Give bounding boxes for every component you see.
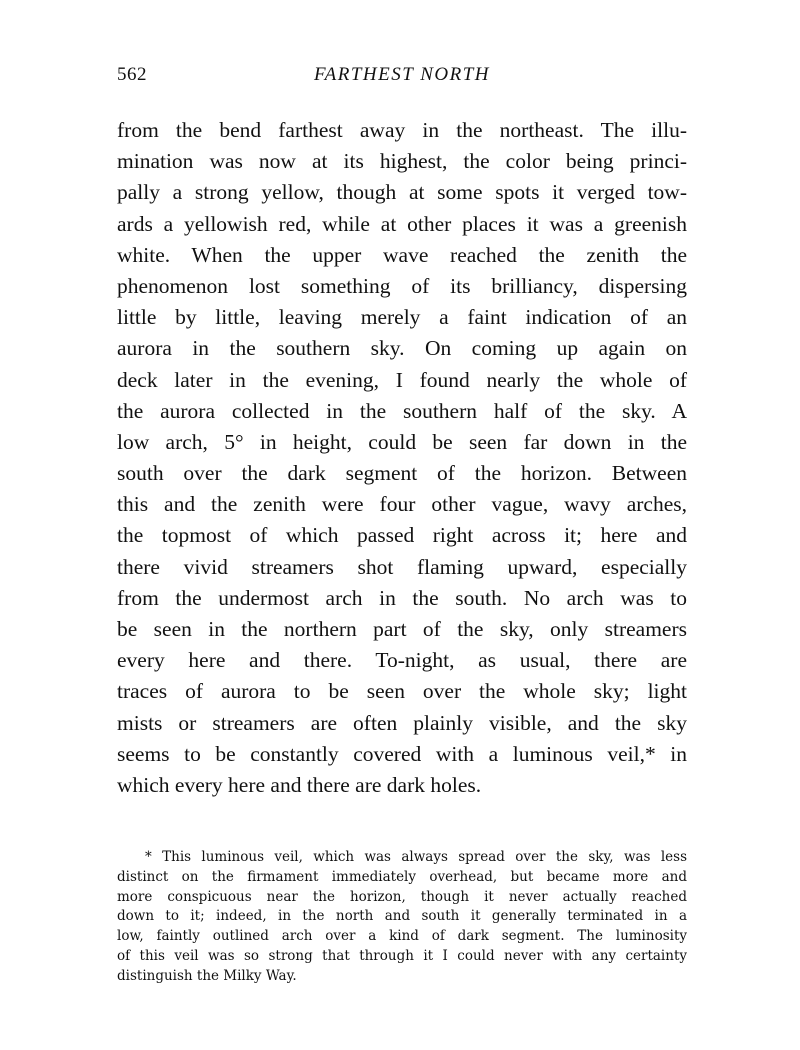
body-line: little by little, leaving merely a faint indication of an: [117, 305, 687, 330]
body-line: low arch, 5° in height, could be seen far down in the: [117, 429, 687, 454]
body-line: the aurora collected in the southern half of the sky. A: [117, 398, 687, 423]
footnote: [117, 848, 687, 987]
body-line: there vivid streamers shot flaming upward, especially: [117, 554, 687, 579]
body-line: every here and there. To-night, as usual, there are: [117, 648, 687, 673]
body-line: mination was now at its highest, the color being princi-: [117, 149, 687, 174]
body-line: mists or streamers are often plainly visible, and the sky: [117, 710, 687, 735]
body-line: deck later in the evening, I found nearly the whole of: [117, 367, 687, 392]
body-line: ards a yellowish red, while at other places it was a greenish: [117, 211, 687, 236]
body-line: traces of aurora to be seen over the whole sky; light: [117, 679, 687, 704]
body-line: south over the dark segment of the horizon. Between: [117, 461, 687, 486]
body-paragraph: [117, 115, 687, 801]
footnote-line: * This luminous veil, which was always spread over the sky, was less: [145, 849, 687, 865]
body-line: seems to be constantly covered with a luminous veil,* in: [117, 741, 687, 766]
footnote-line: down to it; indeed, in the north and south it generally terminated in a: [117, 908, 687, 925]
body-line: from the undermost arch in the south. No arch was to: [117, 585, 687, 610]
body-line: aurora in the southern sky. On coming up again on: [117, 336, 687, 361]
footnote-line: distinct on the firmament immediately overhead, but became more and: [117, 868, 687, 885]
body-line: the topmost of which passed right across it; here and: [117, 523, 687, 548]
body-line: pally a strong yellow, though at some spots it verged tow-: [117, 180, 687, 205]
footnote-line: distinguish the Milky Way.: [117, 967, 297, 984]
page-number: 562: [117, 64, 147, 85]
body-line: this and the zenith were four other vague, wavy arches,: [117, 492, 687, 517]
body-line: from the bend farthest away in the northeast. The illu-: [117, 118, 687, 142]
footnote-line: of this veil was so strong that through it I could never with any certainty: [117, 947, 687, 964]
running-title: FARTHEST NORTH: [313, 64, 491, 85]
body-line: white. When the upper wave reached the zenith the: [117, 242, 687, 267]
body-line: be seen in the northern part of the sky, only streamers: [117, 617, 687, 641]
running-head: [117, 64, 687, 92]
body-line: which every here and there are dark holes.: [117, 772, 482, 797]
footnote-line: more conspicuous near the horizon, though it never actually reached: [117, 888, 687, 905]
footnote-line: low, faintly outlined arch over a kind of dark segment. The luminosity: [117, 928, 687, 945]
body-line: phenomenon lost something of its brilliancy, dispersing: [117, 273, 687, 298]
